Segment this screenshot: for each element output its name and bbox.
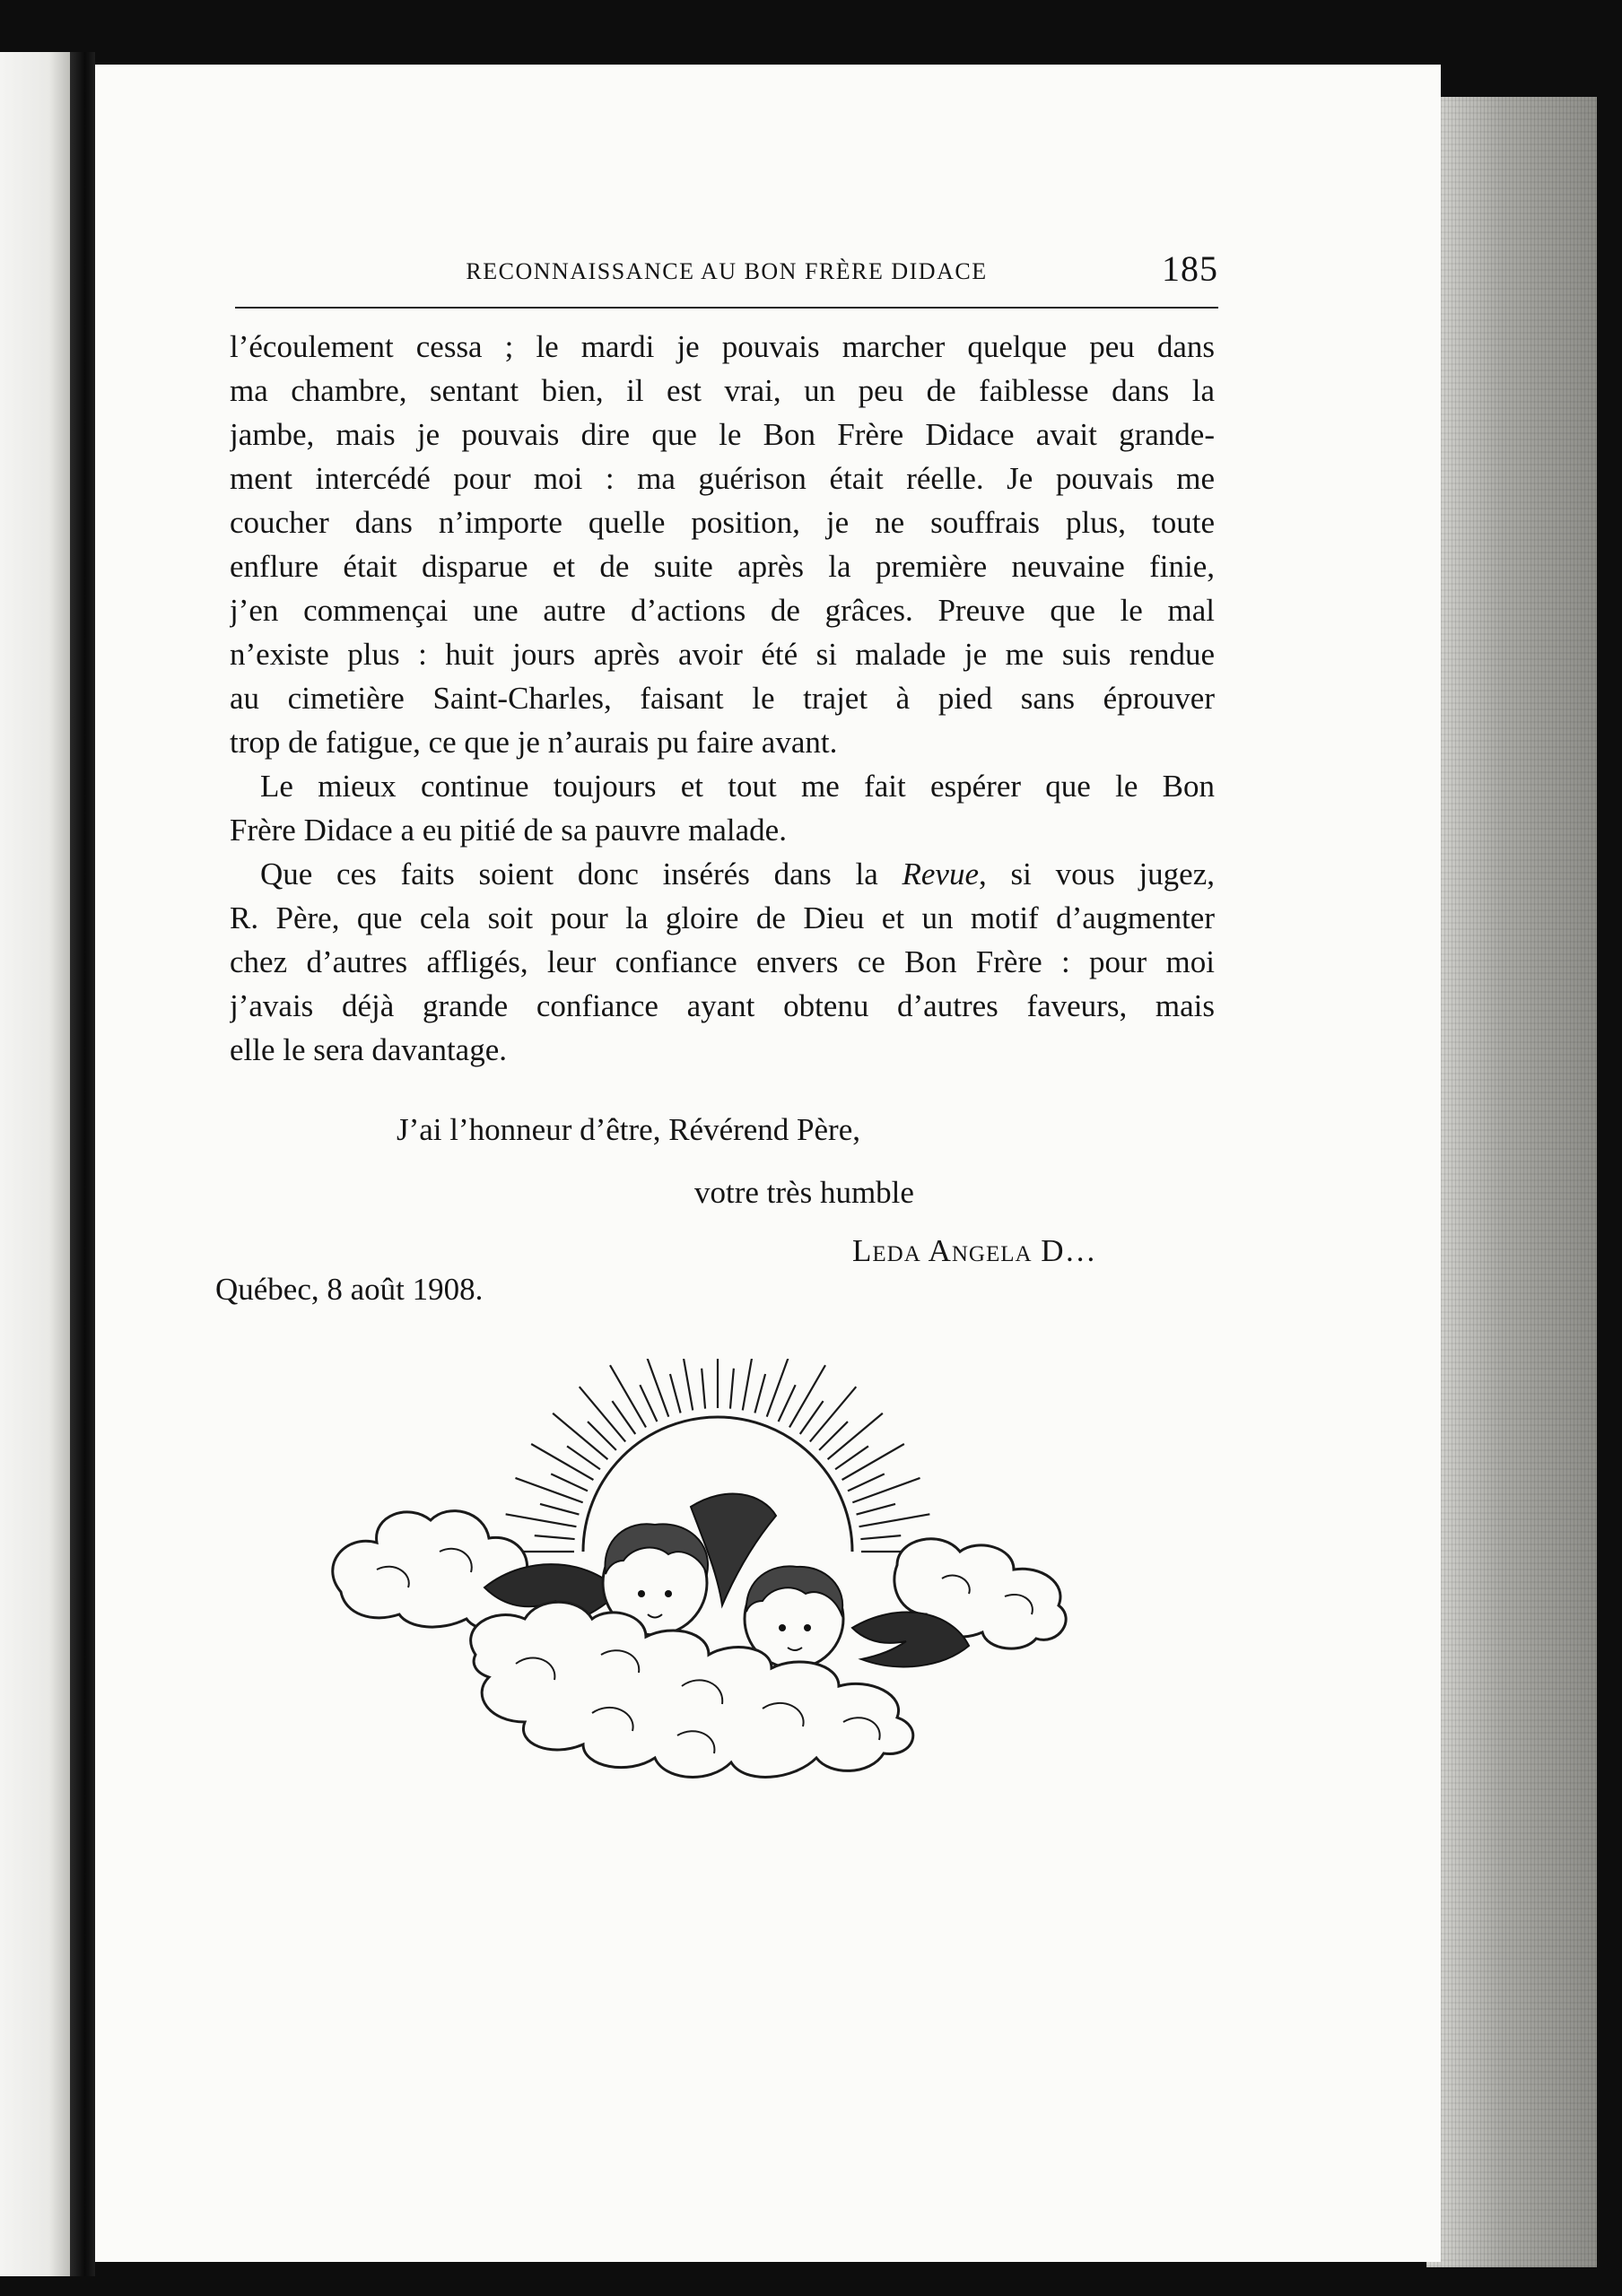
page-number: 185 — [1162, 248, 1218, 289]
sun-ray — [857, 1504, 895, 1515]
sun-ray — [860, 1535, 901, 1539]
sun-ray — [810, 1387, 856, 1441]
sun-ray — [754, 1374, 765, 1413]
text-segment: Que ces faits soient donc insérés dans la — [260, 857, 878, 891]
text-line: n’existe plus : huit jours après avoir été si malade je me suis rendue — [230, 637, 1215, 672]
closing-formula: votre très humble — [694, 1175, 914, 1210]
sun-ray — [553, 1413, 607, 1459]
text-line: enflure était disparue et de suite après la première neuvaine finie, — [230, 549, 1215, 584]
running-header — [235, 248, 1218, 309]
text-line-revue — [230, 852, 1215, 896]
sun-ray — [680, 1359, 693, 1410]
sun-ray — [610, 1365, 646, 1427]
text-line: jambe, mais je pouvais dire que le Bon Frère Didace avait grande- — [230, 417, 1215, 452]
sun-ray — [743, 1359, 755, 1410]
text-line: j’avais déjà grande confiance ayant obtenu d’autres faveurs, mais — [230, 988, 1215, 1023]
text-line: ma chambre, sentant bien, il est vrai, un peu de faiblesse dans la — [230, 373, 1215, 408]
sun-ray — [852, 1478, 920, 1502]
sun-ray — [859, 1514, 930, 1526]
text-line: l’écoulement cessa ; le mardi je pouvais marcher quelque peu dans — [230, 329, 1215, 364]
running-title: RECONNAISSANCE AU BON FRÈRE DIDACE — [466, 258, 988, 284]
page-block-edge — [1426, 97, 1597, 2267]
sun-ray — [506, 1514, 577, 1526]
sun-ray — [580, 1387, 625, 1441]
text-line: j’en commençai une autre d’actions de grâces. Preuve que le mal — [230, 593, 1215, 628]
sun-ray — [670, 1374, 681, 1413]
sun-ray — [540, 1504, 579, 1515]
book-gutter — [70, 52, 95, 2276]
text-line: Frère Didace a eu pitié de sa pauvre malade. — [230, 813, 787, 848]
text-line: chez d’autres affligés, leur confiance envers ce Bon Frère : pour moi — [230, 944, 1215, 979]
sun-ray — [531, 1444, 593, 1480]
text-line: ment intercédé pour moi : ma guérison était réelle. Je pouvais me — [230, 461, 1215, 496]
place-date: Québec, 8 août 1908. — [215, 1272, 484, 1307]
text-line: Le mieux continue toujours et tout me fait espérer que le Bon — [260, 769, 1215, 804]
text-line: R. Père, que cela soit pour la gloire de Dieu et un motif d’augmenter — [230, 900, 1215, 935]
sun-ray — [842, 1444, 904, 1480]
signature: Leda Angela D… — [852, 1233, 1097, 1268]
salutation: J’ai l’honneur d’être, Révérend Père, — [397, 1112, 861, 1147]
sun-ray — [640, 1385, 657, 1422]
sun-ray — [779, 1385, 796, 1422]
sun-ray — [848, 1474, 885, 1491]
facing-page-edge — [0, 52, 70, 2276]
cherubs-vignette-icon — [323, 1359, 1094, 1803]
sun-ray — [828, 1413, 883, 1459]
body-text — [230, 325, 1215, 1072]
sun-ray — [789, 1365, 825, 1427]
text-line: au cimetière Saint-Charles, faisant le trajet à pied sans éprouver — [230, 681, 1215, 716]
sun-ray — [551, 1474, 588, 1491]
sun-ray — [644, 1359, 668, 1417]
sun-ray — [515, 1478, 582, 1502]
revue-title: Revue — [902, 857, 979, 891]
text-line: trop de fatigue, ce que je n’aurais pu faire avant. — [230, 725, 838, 760]
sun-ray — [767, 1359, 791, 1417]
sun-ray — [730, 1369, 734, 1409]
text-line: elle le sera davantage. — [230, 1032, 507, 1067]
sun-ray — [702, 1369, 705, 1409]
sun-ray — [535, 1535, 575, 1539]
text-line: coucher dans n’importe quelle position, je ne souffrais plus, toute — [230, 505, 1215, 540]
text-segment: , si vous jugez, — [978, 857, 1215, 891]
